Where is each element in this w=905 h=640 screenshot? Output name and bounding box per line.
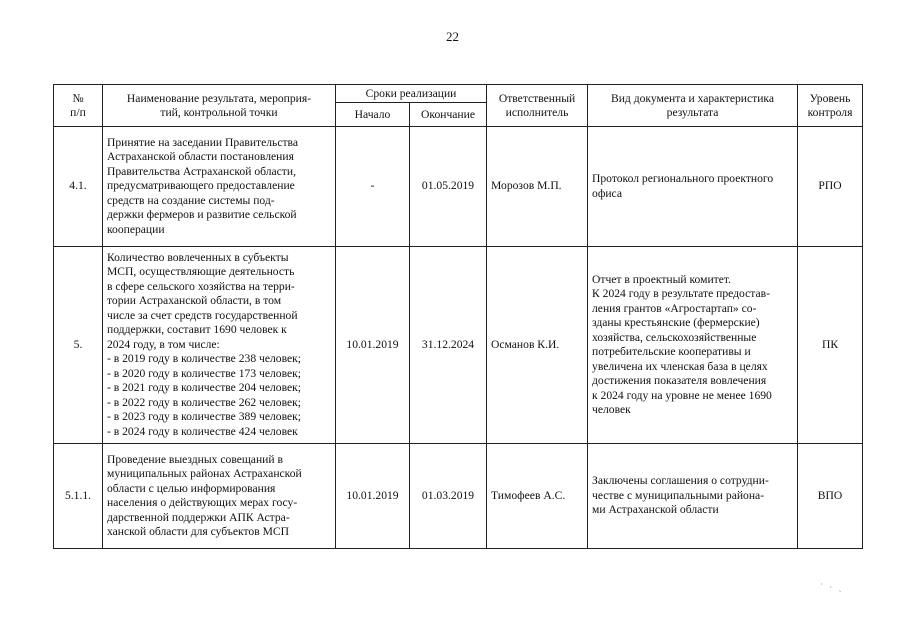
header-level-line-2: контроля bbox=[807, 105, 853, 119]
row-start-date: 10.01.2019 bbox=[336, 247, 410, 444]
row-name-line: 2024 году, в том числе: bbox=[107, 337, 220, 351]
header-doc bbox=[588, 85, 798, 127]
header-responsible-line-2: исполнитель bbox=[505, 105, 569, 119]
header-terms: Сроки реализации bbox=[336, 85, 487, 103]
header-num-line-1: № bbox=[72, 92, 84, 105]
row-doc-line: человек bbox=[592, 403, 631, 416]
row-name-line: области с целью информирования bbox=[107, 481, 276, 495]
row-name-line: ханской области для субъектов МСП bbox=[107, 525, 290, 538]
row-start-date: 10.01.2019 bbox=[336, 444, 410, 549]
row-name-line: - в 2023 году в количестве 389 человек; bbox=[107, 410, 301, 424]
row-document bbox=[588, 444, 798, 549]
row-name-line: кооперации bbox=[107, 222, 165, 236]
table-row bbox=[54, 247, 863, 444]
row-name-line: держки фермеров и развитие сельской bbox=[107, 208, 297, 222]
header-responsible-line-1: Ответственный bbox=[498, 92, 576, 105]
row-doc-line: хозяйства, сельскохозяйственные bbox=[592, 330, 757, 344]
row-doc-line: офиса bbox=[592, 186, 622, 200]
row-name bbox=[103, 127, 336, 247]
row-name-line: предусматривающего предоставление bbox=[107, 179, 295, 193]
header-num-line-2: п/п bbox=[70, 105, 86, 119]
row-document bbox=[588, 127, 798, 247]
header-name bbox=[103, 85, 336, 127]
row-control-level: ВПО bbox=[798, 444, 863, 549]
row-responsible: Османов К.И. bbox=[487, 247, 588, 444]
row-end-date: 01.05.2019 bbox=[410, 127, 487, 247]
row-name-line: - в 2021 году в количестве 204 человек; bbox=[107, 381, 301, 395]
row-name-line: Принятие на заседании Правительства bbox=[107, 135, 298, 149]
header-doc-line-1: Вид документа и характеристика bbox=[611, 92, 775, 105]
row-name-line: поддержки, составит 1690 человек к bbox=[107, 323, 287, 337]
row-name-line: - в 2022 году в количестве 262 человек; bbox=[107, 395, 301, 409]
header-start: Начало bbox=[336, 103, 410, 127]
row-control-level: РПО bbox=[798, 127, 863, 247]
row-doc-line: Отчет в проектный комитет. bbox=[592, 272, 731, 286]
row-end-date: 31.12.2024 bbox=[410, 247, 487, 444]
row-doc-line: ления грантов «Агростартап» со- bbox=[592, 301, 757, 315]
table-row bbox=[54, 444, 863, 549]
row-num: 5.1.1. bbox=[54, 444, 103, 549]
header-end: Окончание bbox=[410, 103, 487, 127]
row-doc-line: Заключены соглашения о сотрудни- bbox=[592, 474, 769, 488]
row-name-line: Астраханской области постановления bbox=[107, 150, 294, 164]
row-name-line: - в 2024 году в количестве 424 человек bbox=[107, 424, 298, 438]
row-name-line: населения о действующих мерах госу- bbox=[107, 496, 298, 509]
row-control-level: ПК bbox=[798, 247, 863, 444]
row-doc-line: К 2024 году в результате предостав- bbox=[592, 287, 770, 300]
row-name-line: МСП, осуществляющие деятельность bbox=[107, 265, 295, 279]
row-responsible: Морозов М.П. bbox=[487, 127, 588, 247]
row-name bbox=[103, 247, 336, 444]
row-doc-line: честве с муниципальными района- bbox=[592, 488, 765, 502]
row-name-line: дарственной поддержки АПК Астра- bbox=[107, 510, 290, 524]
row-doc-line: ми Астраханской области bbox=[592, 503, 719, 517]
row-start-date: - bbox=[336, 127, 410, 247]
row-name-line: числе за счет средств государственной bbox=[107, 308, 298, 322]
row-name-line: муниципальных районах Астраханской bbox=[107, 467, 302, 480]
header-num bbox=[54, 85, 103, 127]
header-name-line-1: Наименование результата, мероприя- bbox=[126, 92, 312, 105]
row-name-line: тории Астраханской области, в том bbox=[107, 294, 282, 308]
page-number: 22 bbox=[446, 29, 459, 44]
header-level-line-1: Уровень bbox=[809, 92, 851, 105]
row-name-line: - в 2020 году в количестве 173 человек; bbox=[107, 366, 301, 380]
implementation-plan-table bbox=[53, 84, 863, 549]
row-name-line: Правительства Астраханской области, bbox=[107, 164, 296, 178]
row-num: 5. bbox=[54, 247, 103, 444]
row-doc-line: к 2024 году на уровне не менее 1690 bbox=[592, 388, 772, 402]
table-header bbox=[54, 85, 863, 127]
table-row bbox=[54, 127, 863, 247]
scan-speck-decoration: ˙ · ˏ bbox=[820, 582, 844, 592]
row-end-date: 01.03.2019 bbox=[410, 444, 487, 549]
row-document bbox=[588, 247, 798, 444]
row-doc-line: потребительские кооперативы и bbox=[592, 345, 751, 358]
row-responsible: Тимофеев А.С. bbox=[487, 444, 588, 549]
row-name bbox=[103, 444, 336, 549]
row-name-line: - в 2019 году в количестве 238 человек; bbox=[107, 352, 301, 366]
header-responsible bbox=[487, 85, 588, 127]
header-name-line-2: тий, контрольной точки bbox=[160, 105, 278, 119]
row-name-line: Количество вовлеченных в субъекты bbox=[107, 250, 289, 264]
row-name-line: в сфере сельского хозяйства на терри- bbox=[107, 279, 295, 293]
row-name-line: средств на создание системы под- bbox=[107, 193, 275, 207]
header-level bbox=[798, 85, 863, 127]
row-doc-line: Протокол регионального проектного bbox=[592, 172, 774, 185]
header-doc-line-2: результата bbox=[666, 105, 719, 119]
row-name-line: Проведение выездных совещаний в bbox=[107, 452, 283, 466]
row-doc-line: зданы крестьянские (фермерские) bbox=[592, 316, 760, 329]
row-doc-line: увеличена их членская база в целях bbox=[592, 359, 768, 373]
row-doc-line: достижения показателя вовлечения bbox=[592, 374, 767, 387]
row-num: 4.1. bbox=[54, 127, 103, 247]
